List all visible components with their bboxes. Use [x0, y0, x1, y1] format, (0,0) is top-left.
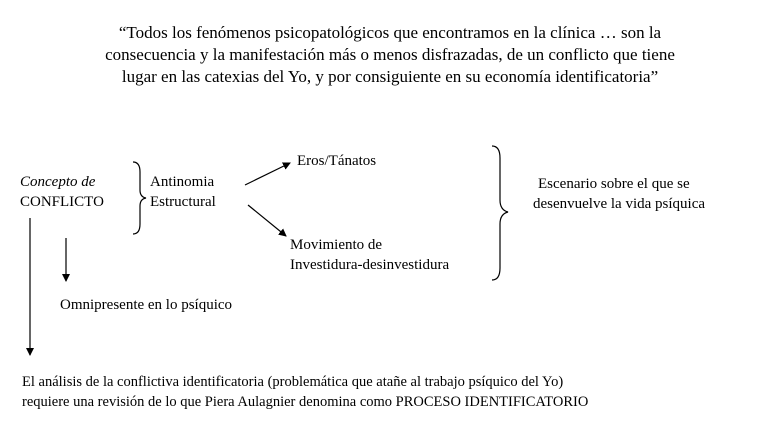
- concept-label: Concepto de: [20, 174, 96, 190]
- quote-line-2: consecuencia y la manifestación más o menos disfrazadas, de un conflicto que tiene: [105, 45, 675, 64]
- conclusion-line-1: El análisis de la conflictiva identificatoria (problemática que atañe al trabajo psíquico del Yo): [22, 374, 564, 390]
- concept-term: CONFLICTO: [20, 194, 104, 210]
- antinomia-line-2: Estructural: [150, 194, 216, 210]
- arrow-to-eros: [245, 163, 290, 185]
- eros-tanatos-label: Eros/Tánatos: [297, 153, 377, 169]
- conclusion-line-2: requiere una revisión de lo que Piera Aulagnier denomina como PROCESO IDENTIFICATORIO: [22, 394, 589, 410]
- omnipresente-label: Omnipresente en lo psíquico: [60, 297, 233, 313]
- arrow-to-movimiento: [248, 205, 286, 236]
- movimiento-line-1: Movimiento de: [290, 237, 383, 253]
- scenario-line-1: Escenario sobre el que se: [538, 176, 690, 192]
- antinomia-line-1: Antinomia: [150, 174, 215, 190]
- right-brace: [492, 146, 508, 280]
- movimiento-line-2: Investidura-desinvestidura: [290, 257, 450, 273]
- quote-line-3: lugar en las catexias del Yo, y por consiguiente en su economía identificatoria”: [121, 67, 659, 86]
- scenario-line-2: desenvuelve la vida psíquica: [533, 196, 706, 212]
- left-brace: [133, 162, 146, 234]
- quote-line-1: “Todos los fenómenos psicopatológicos que encontramos en la clínica … son la: [118, 23, 662, 42]
